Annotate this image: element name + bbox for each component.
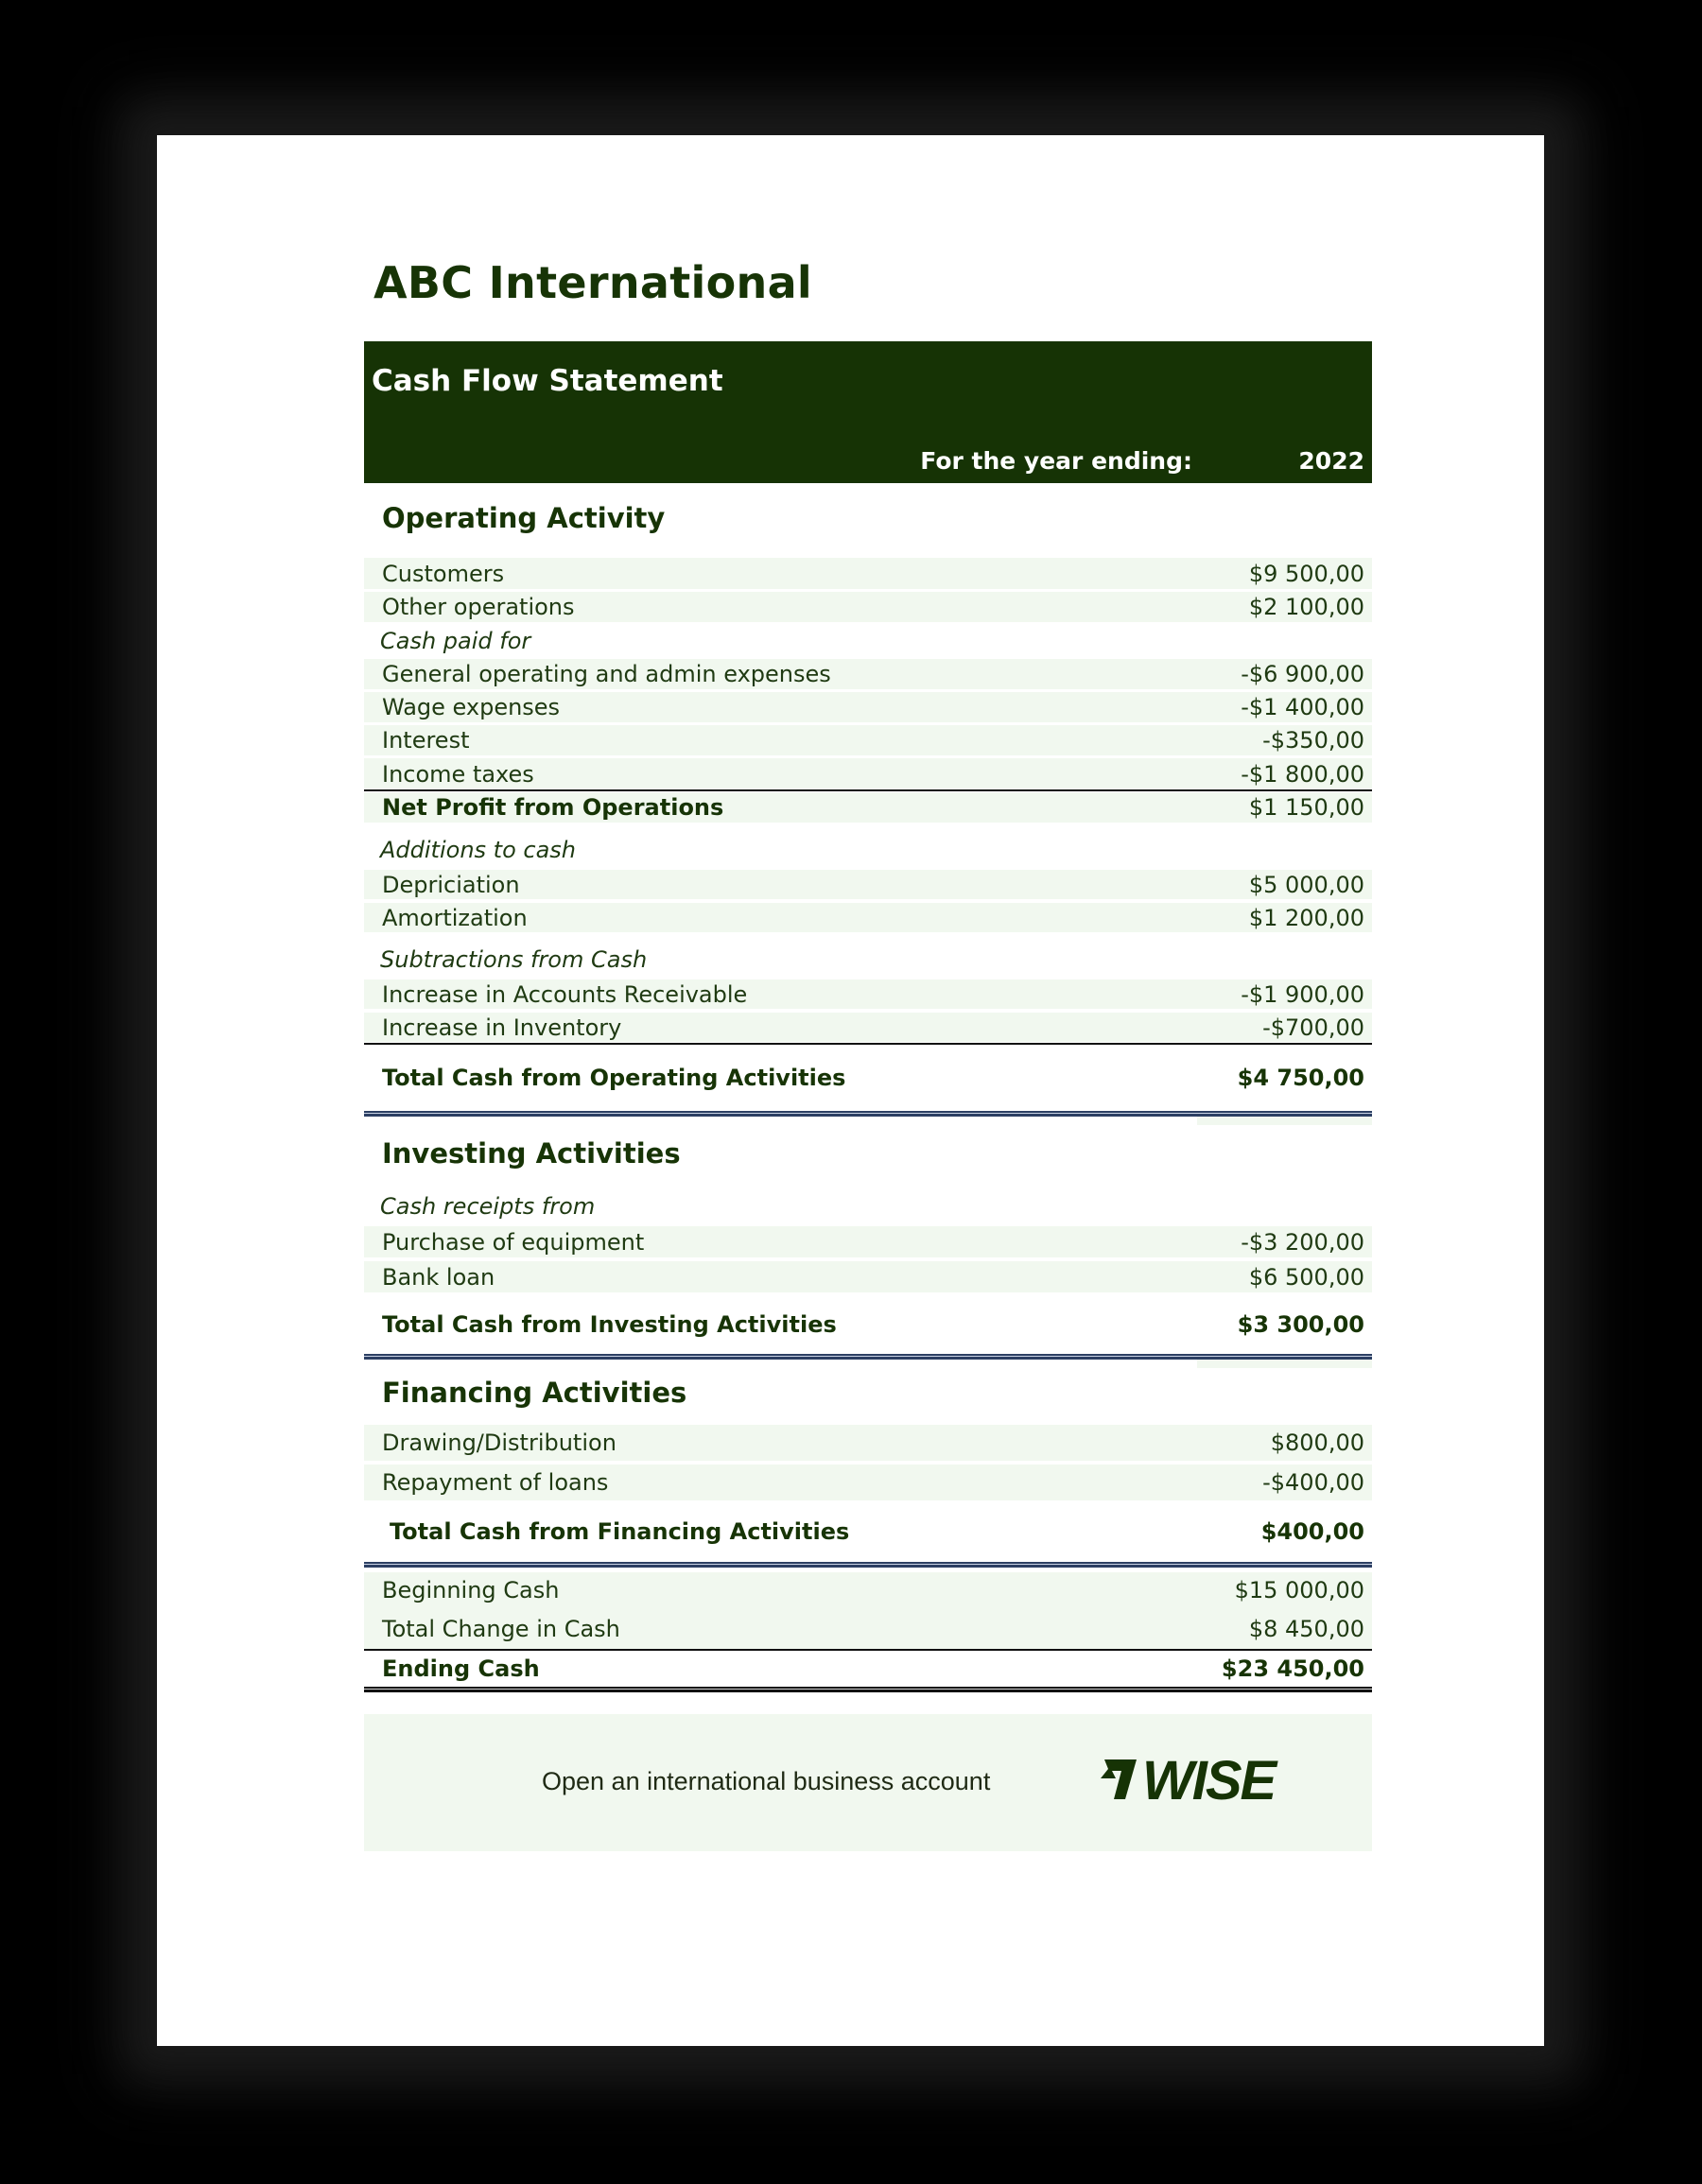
double-rule-line [364,1687,1372,1692]
section-heading-financing: Financing Activities [382,1377,687,1409]
table-row [364,758,1372,789]
table-row [364,659,1372,689]
row-value: $3 300,00 [1237,1311,1364,1338]
row-label: Net Profit from Operations [382,794,724,821]
row-label: Amortization [382,904,528,931]
year-value: 2022 [1298,447,1364,475]
row-label: Increase in Inventory [382,1014,622,1041]
row-label: Income taxes [382,760,534,788]
wise-wordmark: WISE [1142,1750,1276,1811]
row-label: Increase in Accounts Receivable [382,980,748,1008]
row-label: Cash receipts from [380,1192,596,1220]
row-label: Other operations [382,594,575,620]
table-row [364,592,1372,622]
row-label: Repayment of loans [382,1469,609,1496]
total-operating-row [364,1061,1372,1095]
row-value: $23 450,00 [1221,1655,1364,1682]
row-label: Interest [382,727,470,754]
value-strip [1197,1117,1372,1125]
subheading-cash-receipts [364,1190,1372,1222]
wise-logo[interactable] [1097,1750,1276,1811]
wise-flag-icon [1097,1758,1138,1805]
row-label: Additions to cash [380,836,576,863]
row-label: Beginning Cash [382,1577,560,1603]
row-value: -$1 800,00 [1241,760,1364,788]
row-value: $15 000,00 [1234,1577,1364,1603]
table-row [364,558,1372,589]
ending-cash-row [364,1652,1372,1686]
row-value: $1 200,00 [1248,904,1364,931]
row-value: -$400,00 [1262,1469,1364,1496]
row-label: Customers [382,560,505,587]
row-value: -$700,00 [1262,1014,1364,1041]
wise-promo-banner[interactable] [364,1714,1372,1851]
row-value: $4 750,00 [1237,1065,1364,1091]
rule-line [364,1043,1372,1045]
double-rule-line [364,1562,1372,1568]
table-row [364,1465,1372,1500]
row-label: Total Change in Cash [382,1615,620,1642]
section-heading-operating: Operating Activity [382,502,666,534]
row-label: Drawing/Distribution [382,1430,617,1456]
subheading-cash-paid-for [364,625,1372,656]
subheading-subtractions [364,944,1372,975]
table-row [364,1261,1372,1292]
total-change-row [364,1608,1372,1649]
row-label: General operating and admin expenses [382,661,831,687]
row-value: -$6 900,00 [1241,661,1364,687]
promo-text[interactable]: Open an international business account [542,1767,991,1795]
company-title: ABC International [373,257,812,308]
row-label: Purchase of equipment [382,1228,645,1256]
statement-title: Cash Flow Statement [372,364,723,398]
row-label: Cash paid for [380,627,531,654]
table-row [364,725,1372,755]
row-value: -$1 900,00 [1241,980,1364,1008]
row-value: $800,00 [1270,1430,1364,1456]
table-row [364,1226,1372,1257]
table-row [364,979,1372,1009]
subheading-additions [364,834,1372,865]
table-row [364,870,1372,899]
table-row [364,1425,1372,1461]
table-row [364,692,1372,722]
rule-line [364,789,1372,791]
beginning-cash-row [364,1572,1372,1608]
row-value: $5 000,00 [1248,871,1364,898]
table-row [364,1013,1372,1042]
value-strip [1197,1360,1372,1368]
row-value: -$350,00 [1262,727,1364,754]
rule-line [364,1649,1372,1651]
row-value: -$1 400,00 [1241,694,1364,720]
statement-header [364,341,1372,483]
row-value: -$3 200,00 [1241,1228,1364,1256]
row-label: Total Cash from Financing Activities [390,1518,850,1545]
row-value: $400,00 [1260,1518,1364,1545]
row-label: Total Cash from Investing Activities [382,1311,837,1338]
row-label: Depriciation [382,871,520,898]
row-value: $6 500,00 [1248,1263,1364,1291]
row-value: $2 100,00 [1248,594,1364,620]
total-financing-row [364,1515,1372,1549]
row-label: Subtractions from Cash [380,945,648,973]
table-row [364,903,1372,932]
net-profit-row [364,792,1372,823]
row-value: $1 150,00 [1248,794,1364,821]
row-label: Bank loan [382,1263,495,1291]
row-value: $8 450,00 [1248,1615,1364,1642]
row-label: Total Cash from Operating Activities [382,1065,846,1091]
total-investing-row [364,1308,1372,1342]
row-value: $9 500,00 [1248,560,1364,587]
row-label: Wage expenses [382,694,561,720]
section-heading-investing: Investing Activities [382,1137,681,1170]
year-label: For the year ending: [920,447,1192,475]
row-label: Ending Cash [382,1655,540,1682]
